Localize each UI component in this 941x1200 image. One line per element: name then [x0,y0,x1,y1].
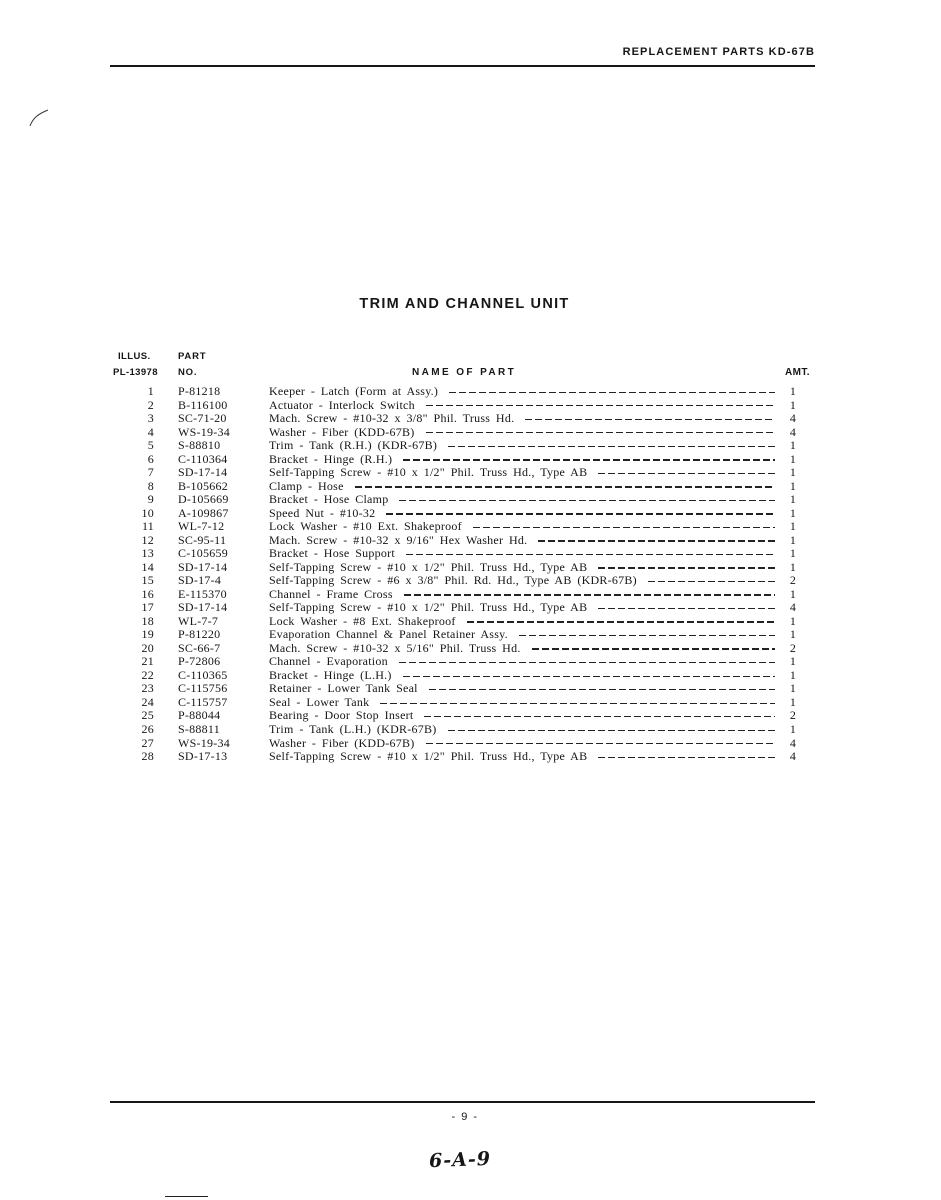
part-row [0,520,941,534]
parts-list [0,385,941,765]
part-amount: 1 [789,586,797,601]
part-row [0,547,941,561]
illus-number: 5 [147,438,154,453]
dash-leader [449,392,775,393]
part-amount: 1 [789,559,797,574]
document-header-title: REPLACEMENT PARTS KD-67B [622,46,815,58]
part-amount: 1 [789,397,797,412]
dash-leader [426,743,776,744]
part-row [0,588,941,602]
part-name: Self-Tapping Screw - #10 x 1/2" Phil. Truss Hd., Type AB [269,600,588,615]
part-number: SC-66-7 [178,640,221,655]
part-number: P-81220 [178,627,221,642]
illus-number: 6 [147,451,154,466]
part-number: P-72806 [178,654,221,669]
part-amount: 1 [789,451,797,466]
column-header-illus-ref: PL-13978 [113,367,158,378]
part-name-cell [269,737,775,751]
part-name-cell [269,723,775,737]
part-name: Bearing - Door Stop Insert [269,708,414,723]
part-name: Clamp - Hose [269,478,344,493]
part-row [0,669,941,683]
part-number: A-109867 [178,505,229,520]
part-row [0,534,941,548]
part-number: WS-19-34 [178,424,230,439]
handwritten-note: 6-A-9 [428,1147,492,1173]
part-number: P-88044 [178,708,221,723]
dash-leader [519,635,775,636]
illus-number: 11 [141,519,154,534]
part-number: SD-17-14 [178,465,228,480]
part-name: Channel - Frame Cross [269,586,393,601]
part-number: WL-7-12 [178,519,225,534]
scan-mark-stroke [30,110,48,126]
part-number: SD-17-14 [178,559,228,574]
part-name: Self-Tapping Screw - #10 x 1/2" Phil. Truss Hd., Type AB [269,749,588,764]
part-name: Trim - Tank (R.H.) (KDR-67B) [269,438,438,453]
part-name-cell [269,669,775,683]
part-number: S-88811 [178,722,220,736]
part-amount: 1 [789,492,797,507]
illus-number: 9 [147,492,154,507]
dash-leader [448,730,776,731]
part-amount: 2 [789,640,797,655]
dash-leader [399,662,775,663]
part-amount: 1 [789,681,797,696]
part-row [0,737,941,751]
illus-number: 26 [141,722,154,736]
dash-leader [525,419,775,420]
dash-leader [598,608,775,609]
part-number: C-115756 [178,681,228,696]
part-name-cell [269,439,775,453]
part-name: Bracket - Hinge (R.H.) [269,451,393,466]
illus-number: 18 [141,613,154,628]
part-row [0,507,941,521]
part-number: SD-17-14 [178,600,228,615]
illus-number: 12 [141,532,154,547]
part-name: Seal - Lower Tank [269,694,370,709]
dash-leader [380,703,775,704]
part-name: Keeper - Latch (Form at Assy.) [269,384,439,398]
dash-leader [355,486,775,487]
part-amount: 1 [789,613,797,628]
part-row [0,426,941,440]
column-header-amount: AMT. [785,367,810,378]
column-header-illus: ILLUS. [118,351,151,362]
part-number: C-110365 [178,667,228,682]
part-amount: 2 [789,573,797,588]
illus-number: 14 [141,559,154,574]
part-name-cell [269,696,775,710]
header-rule [110,65,815,67]
dash-leader [429,689,775,690]
illus-number: 27 [141,735,154,750]
part-number: E-115370 [178,586,227,601]
part-row [0,628,941,642]
part-amount: 1 [789,384,797,398]
part-number: D-105669 [178,492,229,507]
dash-leader [532,648,775,649]
part-name: Self-Tapping Screw - #10 x 1/2" Phil. Truss Hd., Type AB [269,559,588,574]
part-name: Self-Tapping Screw - #6 x 3/8" Phil. Rd. Hd., Type AB (KDR-67B) [269,573,637,588]
part-number: WS-19-34 [178,735,230,750]
part-row [0,601,941,615]
dash-leader [426,405,775,406]
dash-leader [426,432,776,433]
dash-leader [448,446,775,447]
dash-leader [424,716,775,717]
illus-number: 8 [147,478,154,493]
part-name-cell [269,520,775,534]
part-name-cell [269,453,775,467]
dash-leader [386,513,775,514]
part-number: B-116100 [178,397,228,412]
dash-leader [598,567,775,568]
part-row [0,412,941,426]
part-name: Bracket - Hose Support [269,546,395,561]
part-row [0,480,941,494]
part-number: SC-95-11 [178,532,227,547]
part-amount: 4 [789,749,797,764]
part-amount: 1 [789,627,797,642]
part-name-cell [269,547,775,561]
part-name: Washer - Fiber (KDD-67B) [269,424,415,439]
illus-number: 1 [147,384,154,398]
illus-number: 3 [147,411,154,426]
part-name: Speed Nut - #10-32 [269,505,376,520]
part-amount: 1 [789,654,797,669]
part-row [0,453,941,467]
part-name-cell [269,682,775,696]
dash-leader [399,500,775,501]
part-amount: 1 [789,694,797,709]
part-name-cell [269,426,775,440]
part-name: Lock Washer - #8 Ext. Shakeproof [269,613,456,628]
column-header-name-of-part: NAME OF PART [412,367,517,378]
section-title: TRIM AND CHANNEL UNIT [359,296,570,312]
illus-number: 22 [141,667,154,682]
part-number: C-105659 [178,546,228,561]
part-number: S-88810 [178,438,221,453]
part-amount: 1 [789,722,797,736]
part-number: C-110364 [178,451,228,466]
part-amount: 1 [789,438,797,453]
footer-rule [110,1101,815,1103]
part-name: Mach. Screw - #10-32 x 3/8" Phil. Truss Hd. [269,411,515,426]
part-name: Bracket - Hose Clamp [269,492,389,507]
part-name-cell [269,628,775,642]
dash-leader [648,581,775,582]
illus-number: 28 [141,749,154,764]
part-amount: 1 [789,667,797,682]
part-name-cell [269,615,775,629]
part-row [0,723,941,737]
scan-mark [165,1196,208,1197]
illus-number: 20 [141,640,154,655]
part-name: Trim - Tank (L.H.) (KDR-67B) [269,722,437,736]
illus-number: 10 [141,505,154,520]
part-name-cell [269,601,775,615]
part-name: Mach. Screw - #10-32 x 5/16" Phil. Truss Hd. [269,640,521,655]
part-number: B-105662 [178,478,228,493]
part-amount: 4 [789,424,797,439]
part-number: WL-7-7 [178,613,219,628]
part-row [0,574,941,588]
dash-leader [473,527,775,528]
part-amount: 1 [789,465,797,480]
part-number: P-81218 [178,384,221,398]
part-row [0,709,941,723]
part-name: Self-Tapping Screw - #10 x 1/2" Phil. Truss Hd., Type AB [269,465,588,480]
illus-number: 24 [141,694,154,709]
illus-number: 2 [147,397,154,412]
part-row [0,682,941,696]
part-name-cell [269,655,775,669]
part-name-cell [269,750,775,764]
part-amount: 1 [789,546,797,561]
page-number: - 9 - [451,1111,479,1123]
part-name-cell [269,588,775,602]
part-name-cell [269,399,775,413]
illus-number: 13 [141,546,154,561]
part-amount: 1 [789,505,797,520]
part-row [0,655,941,669]
part-name: Mach. Screw - #10-32 x 9/16" Hex Washer Hd. [269,532,528,547]
part-row [0,615,941,629]
illus-number: 4 [147,424,154,439]
illus-number: 17 [141,600,154,615]
illus-number: 25 [141,708,154,723]
part-amount: 4 [789,600,797,615]
column-header-part: PART [178,351,207,362]
part-amount: 1 [789,519,797,534]
part-row [0,385,941,399]
part-name-cell [269,642,775,656]
part-name: Channel - Evaporation [269,654,388,669]
part-name: Lock Washer - #10 Ext. Shakeproof [269,519,462,534]
part-row [0,493,941,507]
column-header-part-no: NO. [178,367,198,378]
part-name-cell [269,507,775,521]
illus-number: 19 [141,627,154,642]
part-amount: 4 [789,411,797,426]
part-name: Actuator - Interlock Switch [269,397,415,412]
part-name-cell [269,493,775,507]
part-name-cell [269,412,775,426]
part-row [0,439,941,453]
part-amount: 1 [789,478,797,493]
part-name-cell [269,534,775,548]
part-row [0,750,941,764]
part-name-cell [269,561,775,575]
dash-leader [538,540,775,541]
part-name: Bracket - Hinge (L.H.) [269,667,392,682]
part-row [0,696,941,710]
dash-leader [467,621,775,622]
dash-leader [598,473,775,474]
dash-leader [406,554,775,555]
illus-number: 15 [141,573,154,588]
part-number: SD-17-13 [178,749,228,764]
part-amount: 2 [789,708,797,723]
dash-leader [403,676,775,677]
part-row [0,561,941,575]
part-number: SD-17-4 [178,573,222,588]
scan-mark [28,106,52,128]
dash-leader [403,459,775,460]
illus-number: 7 [147,465,154,480]
part-name: Evaporation Channel & Panel Retainer Assy. [269,627,508,642]
illus-number: 16 [141,586,154,601]
part-name: Washer - Fiber (KDD-67B) [269,735,415,750]
part-name-cell [269,466,775,480]
part-number: C-115757 [178,694,228,709]
part-name-cell [269,574,775,588]
part-number: SC-71-20 [178,411,227,426]
part-row [0,466,941,480]
dash-leader [404,594,775,595]
part-row [0,399,941,413]
part-name-cell [269,709,775,723]
illus-number: 23 [141,681,154,696]
dash-leader [598,757,775,758]
illus-number: 21 [141,654,154,669]
part-name-cell [269,385,775,399]
part-amount: 4 [789,735,797,750]
part-name-cell [269,480,775,494]
part-name: Retainer - Lower Tank Seal [269,681,418,696]
part-row [0,642,941,656]
part-amount: 1 [789,532,797,547]
